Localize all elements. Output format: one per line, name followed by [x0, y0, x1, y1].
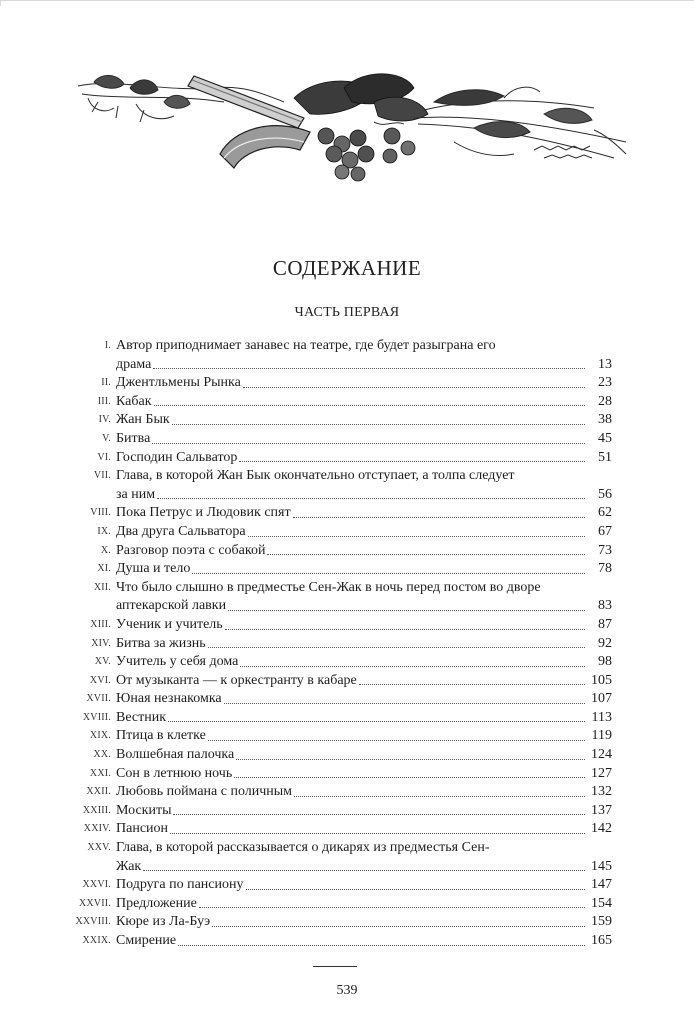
- chapter-number: XXII.: [86, 786, 111, 798]
- chapter-number: XV.: [94, 656, 111, 668]
- chapter-number: I.: [104, 340, 111, 351]
- toc-entry: [62, 783, 612, 802]
- chapter-title: Кабак: [116, 393, 152, 409]
- chapter-number: XXVII.: [78, 897, 111, 909]
- toc-entry: [62, 430, 612, 449]
- dot-leader: [152, 430, 585, 449]
- chapter-title: Пансион: [116, 821, 169, 837]
- chapter-number: XVI.: [89, 674, 111, 686]
- chapter-page-number: 113: [591, 709, 612, 725]
- toc-entry: [62, 560, 612, 579]
- dot-leader: [359, 672, 585, 691]
- toc-entry: [62, 337, 612, 374]
- chapter-number: XIV.: [91, 637, 111, 649]
- chapter-title: Господин Сальватор: [116, 449, 238, 465]
- chapter-number: XII.: [93, 581, 111, 593]
- chapter-number: X.: [100, 544, 111, 556]
- chapter-number: IV.: [98, 414, 111, 426]
- toc-entry: [62, 449, 612, 468]
- toc-entry: [62, 616, 612, 635]
- chapter-title: Предложение: [116, 895, 197, 911]
- toc-entry: [62, 411, 612, 430]
- chapter-title: Два друга Сальватора: [116, 523, 246, 539]
- chapter-title: аптекарской лавки: [116, 598, 227, 614]
- toc-entry: [62, 635, 612, 654]
- dot-leader: [240, 653, 585, 672]
- dot-leader: [143, 858, 585, 877]
- chapter-page-number: 154: [591, 895, 612, 911]
- chapter-number: XXIV.: [83, 823, 111, 835]
- chapter-number: XX.: [93, 749, 111, 761]
- dot-leader: [192, 560, 585, 579]
- chapter-title: драма: [116, 356, 152, 372]
- chapter-title: Жак: [116, 858, 142, 874]
- chapter-page-number: 23: [598, 375, 612, 391]
- chapter-page-number: 28: [598, 393, 612, 409]
- chapter-page-number: 78: [598, 561, 612, 577]
- chapter-number: VII.: [93, 470, 111, 482]
- toc-entry: [62, 579, 612, 616]
- chapter-title: Глава, в которой рассказывается о дикарях из предместья Сен-: [116, 840, 490, 856]
- chapter-title: Пока Петрус и Людовик спят: [116, 505, 291, 521]
- chapter-number: III.: [97, 395, 111, 407]
- dot-leader: [225, 616, 585, 635]
- chapter-number: XIX.: [89, 730, 111, 742]
- chapter-title: Битва: [116, 430, 151, 446]
- chapter-title: Кюре из Ла-Буэ: [116, 914, 211, 930]
- chapter-number: XXV.: [87, 842, 111, 854]
- chapter-title: Разговор поэта с собакой: [116, 542, 266, 558]
- chapter-title: Москиты: [116, 802, 172, 818]
- chapter-title: Юная незнакомка: [116, 691, 222, 707]
- toc-entry: [62, 393, 612, 412]
- chapter-page-number: 159: [591, 914, 612, 930]
- dot-leader: [172, 411, 585, 430]
- dot-leader: [224, 690, 585, 709]
- dot-leader: [228, 597, 585, 616]
- page-title: СОДЕРЖАНИЕ: [272, 256, 422, 280]
- dot-leader: [239, 449, 585, 468]
- chapter-title: От музыканта — к оркестранту в кабаре: [116, 672, 357, 688]
- dot-leader: [170, 820, 585, 839]
- chapter-page-number: 62: [598, 505, 612, 521]
- toc-entry: [62, 839, 612, 876]
- toc-entry: [62, 504, 612, 523]
- dot-leader: [212, 913, 585, 932]
- chapter-number: IX.: [97, 525, 111, 537]
- chapter-page-number: 73: [598, 542, 612, 558]
- chapter-page-number: 83: [598, 598, 612, 614]
- chapter-page-number: 107: [591, 691, 612, 707]
- toc-entry: [62, 467, 612, 504]
- chapter-title: Подруга по пансиону: [116, 877, 244, 893]
- chapter-title: Душа и тело: [116, 561, 191, 577]
- dot-leader: [168, 709, 585, 728]
- chapter-title: Учитель у себя дома: [116, 654, 239, 670]
- chapter-number: VI.: [97, 451, 111, 463]
- chapter-page-number: 124: [591, 747, 612, 763]
- dot-leader: [294, 783, 585, 802]
- chapter-title: Сон в летнюю ночь: [116, 765, 233, 781]
- chapter-number: XIII.: [90, 618, 111, 630]
- chapter-number: VIII.: [90, 507, 111, 519]
- chapter-number: XXVIII.: [75, 916, 111, 928]
- chapter-page-number: 13: [598, 356, 612, 372]
- chapter-title: Джентльмены Рынка: [116, 375, 241, 391]
- chapter-page-number: 132: [591, 784, 612, 800]
- chapter-title: Автор приподнимает занавес на театре, где будет разыграна его: [116, 338, 496, 353]
- dot-leader: [153, 356, 585, 375]
- chapter-page-number: 119: [591, 728, 612, 744]
- chapter-page-number: 165: [591, 933, 612, 948]
- chapter-title: Любовь поймана с поличным: [116, 784, 293, 800]
- chapter-page-number: 67: [598, 523, 612, 539]
- table-of-contents: [62, 337, 612, 951]
- toc-entry: [62, 820, 612, 839]
- chapter-title: Что было слышно в предместье Сен-Жак в ночь перед постом во дворе: [116, 579, 541, 595]
- toc-entry: [62, 690, 612, 709]
- toc-entry: [62, 374, 612, 393]
- page-edge: [0, 0, 694, 6]
- chapter-title: Глава, в которой Жан Бык окончательно отступает, а толпа следует: [116, 468, 515, 484]
- toc-entry: [62, 709, 612, 728]
- toc-entry: [62, 523, 612, 542]
- dot-leader: [173, 802, 585, 821]
- chapter-page-number: 142: [591, 821, 612, 837]
- toc-entry: [62, 542, 612, 561]
- chapter-page-number: 137: [591, 802, 612, 818]
- chapter-title: Смирение: [116, 933, 177, 948]
- toc-entry: [62, 913, 612, 932]
- chapter-page-number: 145: [591, 858, 612, 874]
- chapter-number: XXIII.: [82, 804, 111, 816]
- chapter-title: Жан Бык: [116, 412, 170, 428]
- toc-entry: [62, 932, 612, 951]
- dot-leader: [267, 542, 585, 561]
- chapter-page-number: 92: [598, 635, 612, 651]
- chapter-page-number: 45: [598, 430, 612, 446]
- chapter-page-number: 38: [598, 412, 612, 428]
- chapter-number: XXI.: [89, 767, 111, 779]
- dot-leader: [154, 393, 585, 412]
- chapter-number: XI.: [97, 563, 111, 575]
- floral-ornament-engraving: [74, 58, 630, 188]
- chapter-number: XVII.: [86, 693, 111, 705]
- toc-entry: [62, 765, 612, 784]
- toc-entry: [62, 746, 612, 765]
- chapter-page-number: 56: [598, 486, 612, 502]
- dot-leader: [236, 746, 585, 765]
- dot-leader: [199, 895, 585, 914]
- dot-leader: [208, 727, 585, 746]
- chapter-title: Битва за жизнь: [116, 635, 206, 651]
- toc-entry: [62, 672, 612, 691]
- chapter-title: Ученик и учитель: [116, 616, 223, 632]
- chapter-number: XVIII.: [82, 711, 111, 723]
- chapter-page-number: 51: [598, 449, 612, 465]
- chapter-page-number: 87: [598, 616, 612, 632]
- chapter-page-number: 98: [598, 654, 612, 670]
- chapter-page-number: 105: [591, 672, 612, 688]
- toc-entry: [62, 802, 612, 821]
- toc-entry: [62, 876, 612, 895]
- part-title: ЧАСТЬ ПЕРВАЯ: [294, 305, 400, 320]
- chapter-number: XXVI.: [82, 879, 111, 891]
- dot-leader: [246, 876, 586, 895]
- chapter-title: за ним: [116, 486, 156, 502]
- dot-leader: [234, 765, 585, 784]
- dot-leader: [157, 486, 585, 505]
- chapter-page-number: 147: [591, 877, 612, 893]
- toc-entry: [62, 895, 612, 914]
- chapter-number: XXIX.: [82, 935, 111, 946]
- dot-leader: [293, 504, 585, 523]
- chapter-title: Волшебная палочка: [116, 747, 235, 763]
- folio-rule: [313, 966, 357, 967]
- toc-entry: [62, 727, 612, 746]
- dot-leader: [178, 932, 585, 951]
- chapter-title: Птица в клетке: [116, 728, 206, 744]
- chapter-number: V.: [102, 432, 111, 444]
- toc-entry: [62, 653, 612, 672]
- chapter-title: Вестник: [116, 709, 167, 725]
- chapter-number: II.: [101, 377, 111, 389]
- dot-leader: [248, 523, 585, 542]
- page-number: 539: [336, 983, 358, 998]
- chapter-page-number: 127: [591, 765, 612, 781]
- dot-leader: [243, 374, 585, 393]
- dot-leader: [208, 635, 585, 654]
